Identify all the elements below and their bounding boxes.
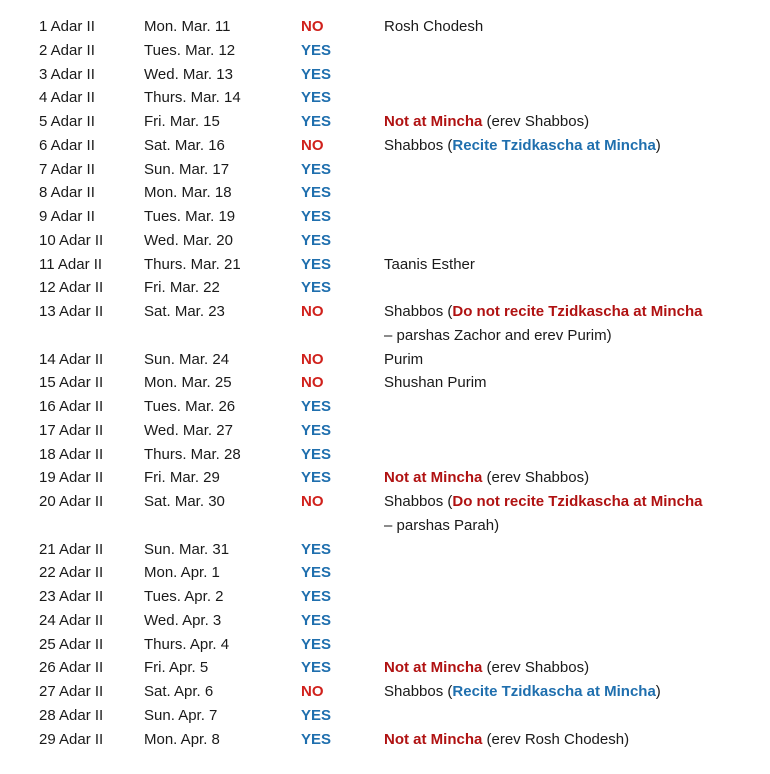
hebrew-date: 14 Adar II	[39, 350, 104, 368]
gregorian-date: Fri. Mar. 22	[144, 279, 220, 297]
table-row	[0, 586, 770, 608]
note	[384, 467, 589, 489]
hebrew-date: 22 Adar II	[39, 564, 104, 582]
note-emphasis: Recite Tzidkascha at Mincha	[452, 683, 656, 700]
gregorian-date: Tues. Apr. 2	[144, 588, 224, 605]
hebrew-date: 6 Adar II	[39, 136, 95, 154]
note-emphasis: Not at Mincha	[384, 730, 483, 748]
note	[384, 657, 589, 679]
status-badge: YES	[301, 65, 332, 83]
status-badge: YES	[301, 208, 332, 225]
status-badge: YES	[301, 421, 332, 439]
table-row	[0, 562, 770, 584]
table-row	[0, 254, 770, 276]
note-text: Shabbos (	[384, 493, 453, 510]
table-row	[0, 372, 770, 394]
gregorian-date: Thurs. Mar. 14	[144, 89, 241, 107]
hebrew-date: 3 Adar II	[39, 65, 95, 83]
table-row	[0, 40, 770, 62]
status-badge: YES	[301, 611, 332, 629]
hebrew-date: 25 Adar II	[39, 635, 104, 653]
status-badge: YES	[301, 706, 332, 724]
status-badge: YES	[301, 540, 332, 558]
gregorian-date: Wed. Mar. 13	[144, 65, 233, 83]
table-row	[0, 420, 770, 442]
table-row	[0, 681, 770, 703]
status-badge: YES	[301, 279, 332, 297]
hebrew-date: 29 Adar II	[39, 730, 104, 748]
status-badge: YES	[301, 231, 332, 249]
gregorian-date: Thurs. Mar. 28	[144, 445, 241, 463]
status-badge: YES	[301, 469, 332, 487]
hebrew-date: 26 Adar II	[39, 659, 104, 677]
table-row	[0, 182, 770, 204]
note-text: (erev Shabbos)	[482, 113, 590, 130]
table-row	[0, 657, 770, 679]
note	[384, 111, 589, 133]
status-badge: NO	[301, 303, 324, 320]
gregorian-date: Mon. Mar. 25	[144, 374, 232, 392]
note-text: Rosh Chodesh	[384, 18, 484, 35]
note-emphasis: Not at Mincha	[384, 469, 483, 487]
status-badge: NO	[301, 350, 324, 368]
table-row	[0, 277, 770, 299]
hebrew-date: 4 Adar II	[39, 89, 95, 107]
note-text: )	[655, 136, 661, 154]
hebrew-date: 20 Adar II	[39, 493, 104, 510]
note-continuation: – parshas Zachor and erev Purim)	[384, 327, 612, 344]
gregorian-date: Tues. Mar. 26	[144, 398, 236, 415]
note	[384, 349, 423, 371]
gregorian-date: Sun. Mar. 17	[144, 160, 230, 178]
note	[384, 301, 702, 323]
note-emphasis: Not at Mincha	[384, 659, 483, 677]
table-row	[0, 444, 770, 466]
table-row	[0, 159, 770, 181]
status-badge: YES	[301, 635, 332, 653]
note	[384, 681, 661, 703]
table-row	[0, 349, 770, 371]
status-badge: YES	[301, 588, 332, 605]
gregorian-date: Tues. Mar. 12	[144, 41, 236, 59]
status-badge: YES	[301, 398, 332, 415]
note-text: Purim	[384, 350, 424, 368]
hebrew-date: 19 Adar II	[39, 469, 104, 487]
note	[384, 372, 487, 394]
hebrew-date: 16 Adar II	[39, 398, 104, 415]
table-row	[0, 230, 770, 252]
hebrew-date: 11 Adar II	[39, 255, 103, 273]
status-badge: NO	[301, 683, 324, 700]
table-row	[0, 539, 770, 561]
table-row	[0, 301, 770, 344]
table-row	[0, 135, 770, 157]
hebrew-date: 18 Adar II	[39, 445, 104, 463]
note-text: Shushan Purim	[384, 374, 487, 392]
hebrew-date: 13 Adar II	[39, 303, 104, 320]
gregorian-date: Tues. Mar. 19	[144, 208, 236, 225]
hebrew-date: 8 Adar II	[39, 184, 95, 202]
note-continuation: – parshas Parah)	[384, 517, 500, 534]
note-text: (erev Shabbos)	[482, 469, 590, 487]
note-emphasis: Do not recite Tzidkascha at Mincha	[452, 493, 703, 510]
note-text: Taanis Esther	[384, 255, 475, 273]
note	[384, 729, 629, 751]
gregorian-date: Sun. Apr. 7	[144, 706, 218, 724]
table-row	[0, 467, 770, 489]
status-badge: YES	[301, 730, 332, 748]
note	[384, 491, 702, 513]
table-row	[0, 634, 770, 656]
hebrew-date: 10 Adar II	[39, 231, 104, 249]
note-text: )	[655, 683, 661, 700]
gregorian-date: Sat. Apr. 6	[144, 683, 214, 700]
gregorian-date: Sat. Mar. 30	[144, 493, 225, 510]
note	[384, 135, 661, 157]
gregorian-date: Mon. Apr. 8	[144, 730, 220, 748]
note	[384, 16, 483, 38]
hebrew-date: 24 Adar II	[39, 611, 104, 629]
status-badge: NO	[301, 18, 324, 35]
status-badge: NO	[301, 136, 324, 154]
note-text: (erev Rosh Chodesh)	[482, 730, 630, 748]
gregorian-date: Mon. Apr. 1	[144, 564, 220, 582]
status-badge: YES	[301, 659, 332, 677]
table-row	[0, 491, 770, 534]
gregorian-date: Sat. Mar. 23	[144, 303, 225, 320]
status-badge: YES	[301, 113, 332, 130]
gregorian-date: Fri. Mar. 29	[144, 469, 220, 487]
hebrew-date: 27 Adar II	[39, 683, 104, 700]
note	[384, 254, 475, 276]
gregorian-date: Thurs. Apr. 4	[144, 635, 230, 653]
table-row	[0, 111, 770, 133]
table-row	[0, 64, 770, 86]
table-row	[0, 396, 770, 418]
gregorian-date: Wed. Apr. 3	[144, 611, 222, 629]
note-emphasis: Do not recite Tzidkascha at Mincha	[452, 303, 703, 320]
table-row	[0, 729, 770, 751]
note-emphasis: Recite Tzidkascha at Mincha	[452, 136, 656, 154]
hebrew-date: 17 Adar II	[39, 421, 104, 439]
table-row	[0, 16, 770, 38]
status-badge: YES	[301, 184, 332, 202]
gregorian-date: Fri. Mar. 15	[144, 113, 220, 130]
note-text: Shabbos (	[384, 303, 453, 320]
hebrew-date: 1 Adar II	[39, 18, 95, 35]
hebrew-date: 28 Adar II	[39, 706, 104, 724]
gregorian-date: Mon. Mar. 11	[144, 18, 231, 35]
status-badge: NO	[301, 374, 324, 392]
note-emphasis: Not at Mincha	[384, 113, 483, 130]
gregorian-date: Thurs. Mar. 21	[144, 255, 241, 273]
status-badge: YES	[301, 564, 332, 582]
hebrew-date: 9 Adar II	[39, 208, 95, 225]
note-text: Shabbos (	[384, 683, 453, 700]
table-row	[0, 87, 770, 109]
status-badge: YES	[301, 445, 332, 463]
note-text: Shabbos (	[384, 136, 453, 154]
table-row	[0, 206, 770, 228]
hebrew-date: 21 Adar II	[39, 540, 104, 558]
gregorian-date: Sun. Mar. 31	[144, 540, 230, 558]
note-text: (erev Shabbos)	[482, 659, 590, 677]
hebrew-date: 2 Adar II	[39, 41, 95, 59]
status-badge: YES	[301, 41, 332, 59]
gregorian-date: Fri. Apr. 5	[144, 659, 209, 677]
gregorian-date: Wed. Mar. 27	[144, 421, 233, 439]
hebrew-date: 12 Adar II	[39, 279, 104, 297]
gregorian-date: Wed. Mar. 20	[144, 231, 233, 249]
status-badge: YES	[301, 89, 332, 107]
gregorian-date: Mon. Mar. 18	[144, 184, 232, 202]
hebrew-date: 7 Adar II	[39, 160, 95, 178]
hebrew-date: 15 Adar II	[39, 374, 104, 392]
gregorian-date: Sun. Mar. 24	[144, 350, 230, 368]
status-badge: NO	[301, 493, 324, 510]
table-row	[0, 705, 770, 727]
gregorian-date: Sat. Mar. 16	[144, 136, 225, 154]
status-badge: YES	[301, 160, 332, 178]
table-row	[0, 610, 770, 632]
status-badge: YES	[301, 255, 332, 273]
hebrew-date: 23 Adar II	[39, 588, 104, 605]
hebrew-date: 5 Adar II	[39, 113, 95, 130]
